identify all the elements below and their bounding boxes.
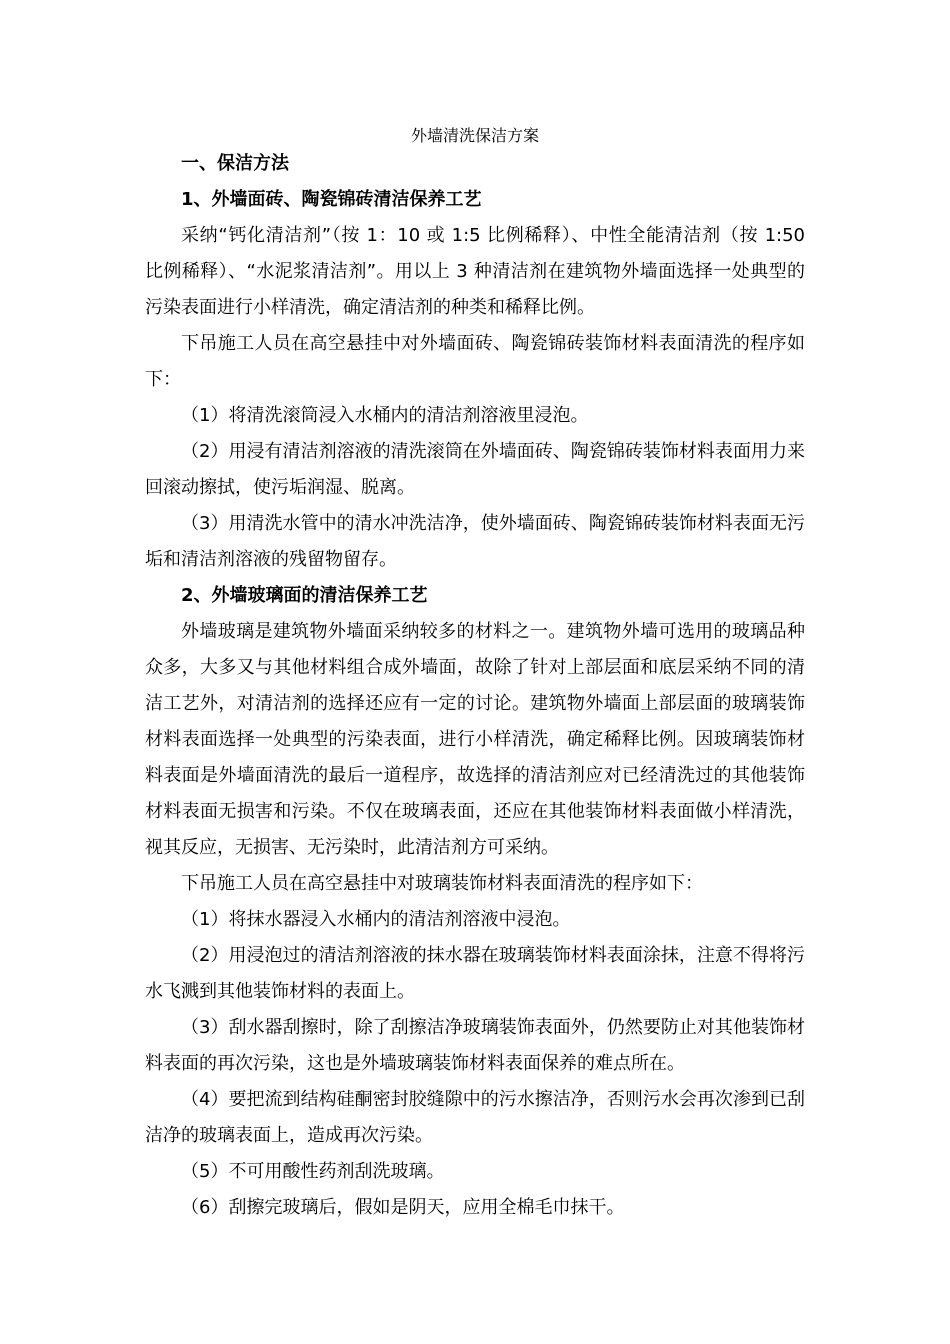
list-item: （3）刮水器刮擦时，除了刮擦洁净玻璃装饰表面外，仍然要防止对其他装饰材料表面的再次污染，这也是外墙玻璃装饰材料表面保养的难点所在。 bbox=[145, 1017, 805, 1074]
list-item: （4）要把流到结构硅酮密封胶缝隙中的污水擦洁净，否则污水会再次渗到已刮洁净的玻璃表面上，造成再次污染。 bbox=[145, 1089, 805, 1146]
list-item: （5）不可用酸性药剂刮洗玻璃。 bbox=[181, 1161, 445, 1182]
list-item: （2）用浸泡过的清洁剂溶液的抹水器在玻璃装饰材料表面涂抹，注意不得将污水飞溅到其他装饰材料的表面上。 bbox=[145, 945, 805, 1002]
paragraph-cleaning-agents: 采纳“钙化清洁剂”（按 1：10 或 1:5 比例稀释）、中性全能清洁剂（按 1:50 比例稀释）、“水泥浆清洁剂”。用以上 3 种清洁剂在建筑物外墙面选择一处典型的污染表面进行小样清洗，确定清洁剂的种类和稀释比例。 bbox=[145, 225, 805, 318]
paragraph-tile-procedure-intro: 下吊施工人员在高空悬挂中对外墙面砖、陶瓷锦砖装饰材料表面清洗的程序如下： bbox=[145, 333, 805, 390]
list-item: （3）用清洗水管中的清水冲洗洁净，使外墙面砖、陶瓷锦砖装饰材料表面无污垢和清洁剂溶液的残留物留存。 bbox=[145, 513, 805, 570]
subsection-heading-glass: 2、外墙玻璃面的清洁保养工艺 bbox=[181, 585, 428, 606]
list-item: （2）用浸有清洁剂溶液的清洗滚筒在外墙面砖、陶瓷锦砖装饰材料表面用力来回滚动擦拭，使污垢润湿、脱离。 bbox=[145, 441, 805, 498]
list-item: （1）将清洗滚筒浸入水桶内的清洁剂溶液里浸泡。 bbox=[181, 405, 589, 426]
document-body bbox=[145, 146, 805, 1226]
paragraph-glass-procedure-intro: 下吊施工人员在高空悬挂中对玻璃装饰材料表面清洗的程序如下： bbox=[181, 873, 703, 894]
paragraph-glass-overview: 外墙玻璃是建筑物外墙面采纳较多的材料之一。建筑物外墙可选用的玻璃品种众多，大多又与其他材料组合成外墙面，故除了针对上部层面和底层采纳不同的清洁工艺外，对清洁剂的选择还应有一定的讨论。建筑物外墙面上部层面的玻璃装饰材料表面选择一处典型的污染表面，进行小样清洗，确定稀释比例。因玻璃装饰材料表面是外墙面清洗的最后一道程序，故选择的清洁剂应对已经清洗过的其他装饰材料表面无损害和污染。不仅在玻璃表面，还应在其他装饰材料表面做小样清洗，视其反应，无损害、无污染时，此清洁剂方可采纳。 bbox=[145, 621, 805, 858]
list-item: （1）将抹水器浸入水桶内的清洁剂溶液中浸泡。 bbox=[181, 909, 571, 930]
document-title: 外墙清洗保洁方案 bbox=[410, 126, 539, 145]
list-item: （6）刮擦完玻璃后，假如是阴天，应用全棉毛巾抹干。 bbox=[181, 1197, 625, 1218]
section-heading: 一、保洁方法 bbox=[181, 153, 289, 174]
subsection-heading-tiles: 1、外墙面砖、陶瓷锦砖清洁保养工艺 bbox=[181, 189, 482, 210]
